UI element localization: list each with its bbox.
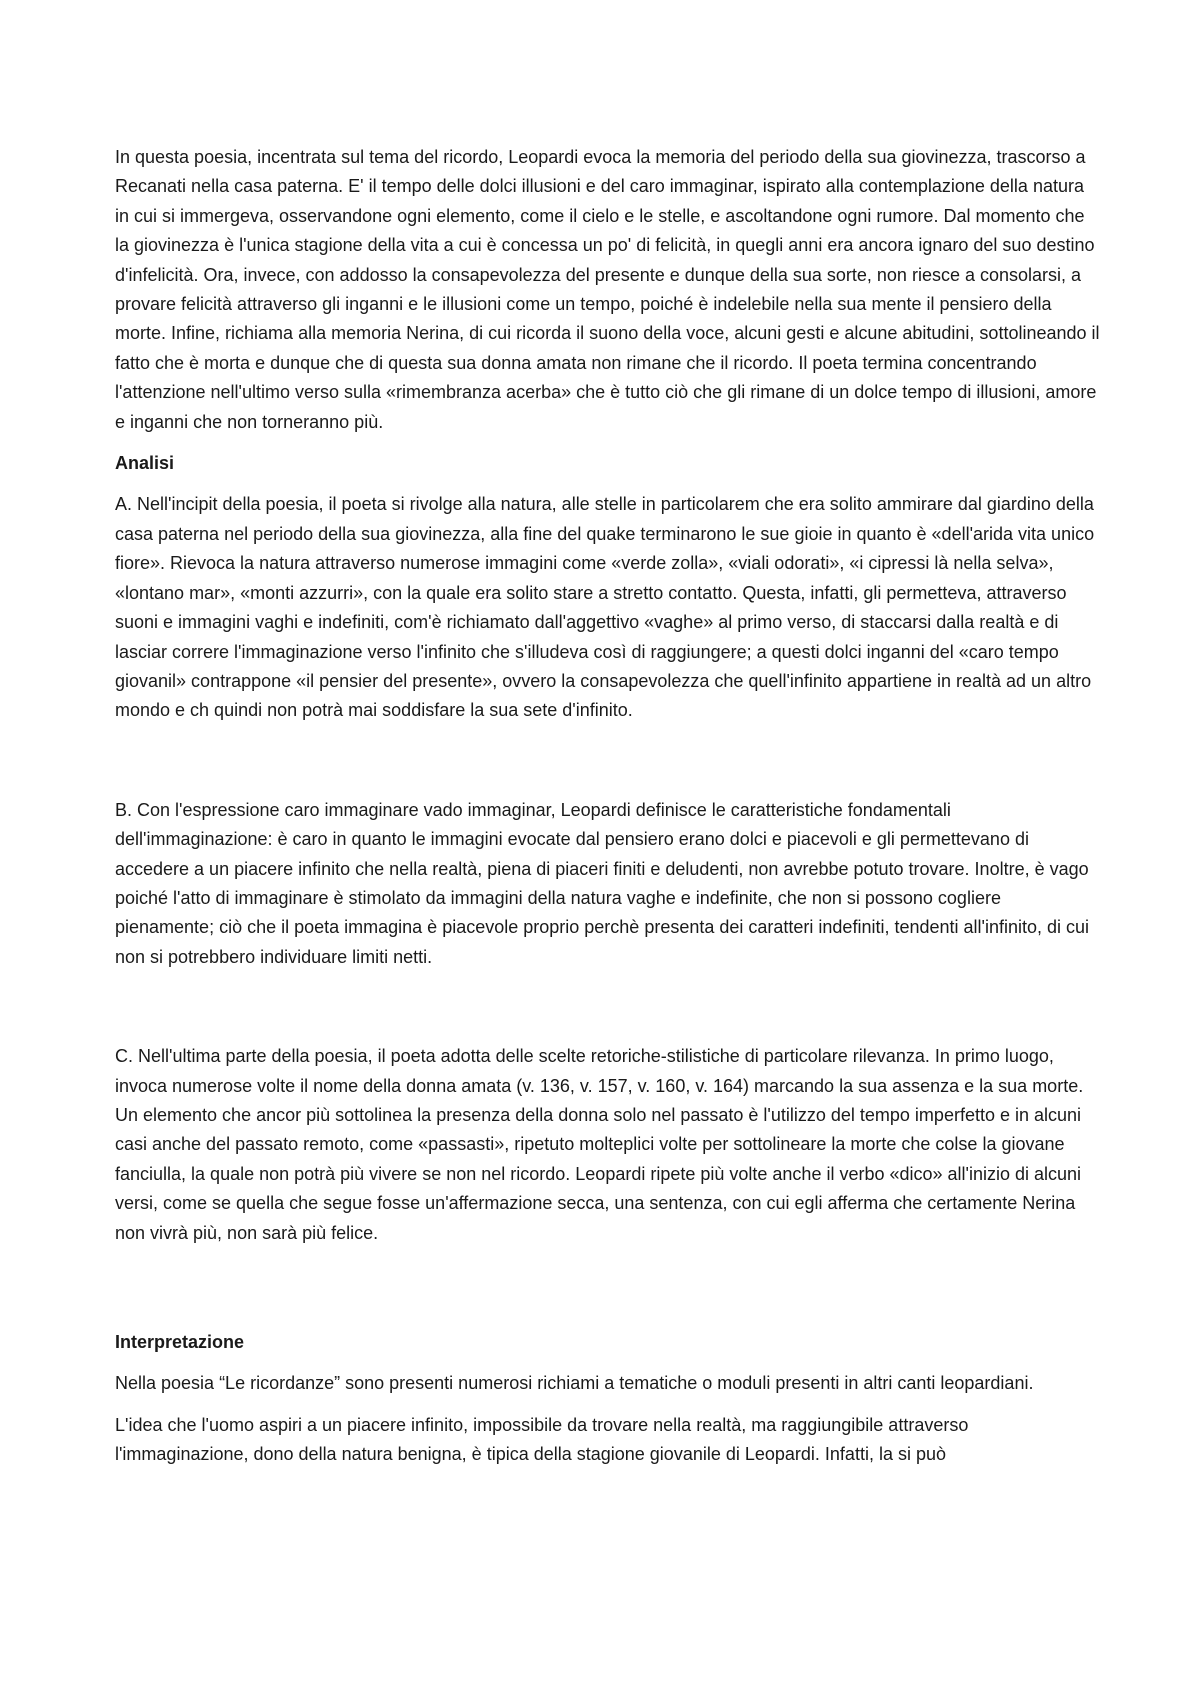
- interpretazione-paragraph-2: L'idea che l'uomo aspiri a un piacere infinito, impossibile da trovare nella realtà, ma raggiungibile attraverso l'immaginazione, dono della natura benigna, è tipica della stagione giovanile di Leopardi. Infatti, la si può: [115, 1414, 969, 1465]
- spacer: [115, 726, 1100, 796]
- section-a-paragraph: A. Nell'incipit della poesia, il poeta si rivolge alla natura, alle stelle in particolarem che era solito ammirare dal giardino della casa paterna nel periodo della sua giovinezza, alla fine del quake terminarono le sue gioie in quanto è «dell'arida vita unico fiore». Rievoca la natura attraverso numerose immagini come «verde zolla», «viali odorati», «i cipressi là nella selva», «lontano mar», «monti azzurri», con la quale era solito stare a stretto contatto. Questa, infatti, gli permetteva, attraverso suoni e immagini vaghi e indefiniti, com'è richiamato dall'aggettivo «vaghe» al primo verso, di staccarsi dalla realtà e di lasciar correre l'immaginazione verso l'infinito che s'illudeva così di raggiungere; a questi dolci inganni del «caro tempo giovanil» contrappone «il pensier del presente», ovvero la consapevolezza che quell'infinito appartiene in realtà ad un altro mondo e ch quindi non potrà mai soddisfare la sua sete d'infinito.: [115, 494, 1095, 721]
- spacer: [115, 478, 1100, 490]
- spacer: [115, 1399, 1100, 1411]
- analisi-heading: Analisi: [115, 453, 175, 474]
- section-c-paragraph: C. Nell'ultima parte della poesia, il poeta adotta delle scelte retoriche-stilistiche di particolare rilevanza. In primo luogo, invoca numerose volte il nome della donna amata (v. 136, v. 157, v. 160, v. 164) marcando la sua assenza e la sua morte. Un elemento che ancor più sottolinea la presenza della donna solo nel passato è l'utilizzo del tempo imperfetto e in alcuni casi anche del passato remoto, come «passasti», ripetuto molteplici volte per sottolineare la morte che colse la giovane fanciulla, la quale non potrà più vivere se non nel ricordo. Leopardi ripete più volte anche il verbo «dico» all'inizio di alcuni versi, come se quella che segue fosse un'affermazione secca, una sentenza, con cui egli afferma che certamente Nerina non vivrà più, non sarà più felice.: [115, 1046, 1084, 1243]
- interpretazione-heading: Interpretazione: [115, 1332, 245, 1352]
- spacer: [115, 437, 1100, 449]
- spacer: [115, 1248, 1100, 1328]
- interpretazione-paragraph-1: Nella poesia “Le ricordanze” sono presenti numerosi richiami a tematiche o moduli presenti in altri canti leopardiani.: [115, 1373, 1034, 1394]
- section-b-paragraph: B. Con l'espressione caro immaginare vado immaginar, Leopardi definisce le caratteristiche fondamentali dell'immaginazione: è caro in quanto le immagini evocate dal pensiero erano dolci e piacevoli e gli permettevano di accedere a un piacere infinito che nella realtà, piena di piaceri finiti e deludenti, non avrebbe potuto trovare. Inoltre, è vago poiché l'atto di immaginare è stimolato da immagini della natura vaghe e indefinite, che non si possono cogliere pienamente; ciò che il poeta immagina è piacevole proprio perchè presenta dei caratteri indefiniti, tendenti all'infinito, di cui non si potrebbero individuare limiti netti.: [115, 799, 1090, 967]
- document-page: [115, 143, 1100, 1470]
- spacer: [115, 972, 1100, 1042]
- spacer: [115, 1357, 1100, 1369]
- intro-paragraph: In questa poesia, incentrata sul tema del ricordo, Leopardi evoca la memoria del periodo della sua giovinezza, trascorso a Recanati nella casa paterna. E' il tempo delle dolci illusioni e del caro immaginar, ispirato alla contemplazione della natura in cui si immergeva, osservandone ogni elemento, come il cielo e le stelle, e ascoltandone ogni rumore. Dal momento che la giovinezza è l'unica stagione della vita a cui è concessa un po' di felicità, in quegli anni era ancora ignaro del suo destino d'infelicità. Ora, invece, con addosso la consapevolezza del presente e dunque della sua sorte, non riesce a consolarsi, a provare felicità attraverso gli inganni e le illusioni come un tempo, poiché è indelebile nella sua mente il pensiero della morte. Infine, richiama alla memoria Nerina, di cui ricorda il suono della voce, alcuni gesti e alcune abitudini, sottolineando il fatto che è morta e dunque che di questa sua donna amata non rimane che il ricordo. Il poeta termina concentrando l'attenzione nell'ultimo verso sulla «rimembranza acerba» che è tutto ciò che gli rimane di un dolce tempo di illusioni, amore e inganni che non torneranno più.: [115, 147, 1100, 432]
